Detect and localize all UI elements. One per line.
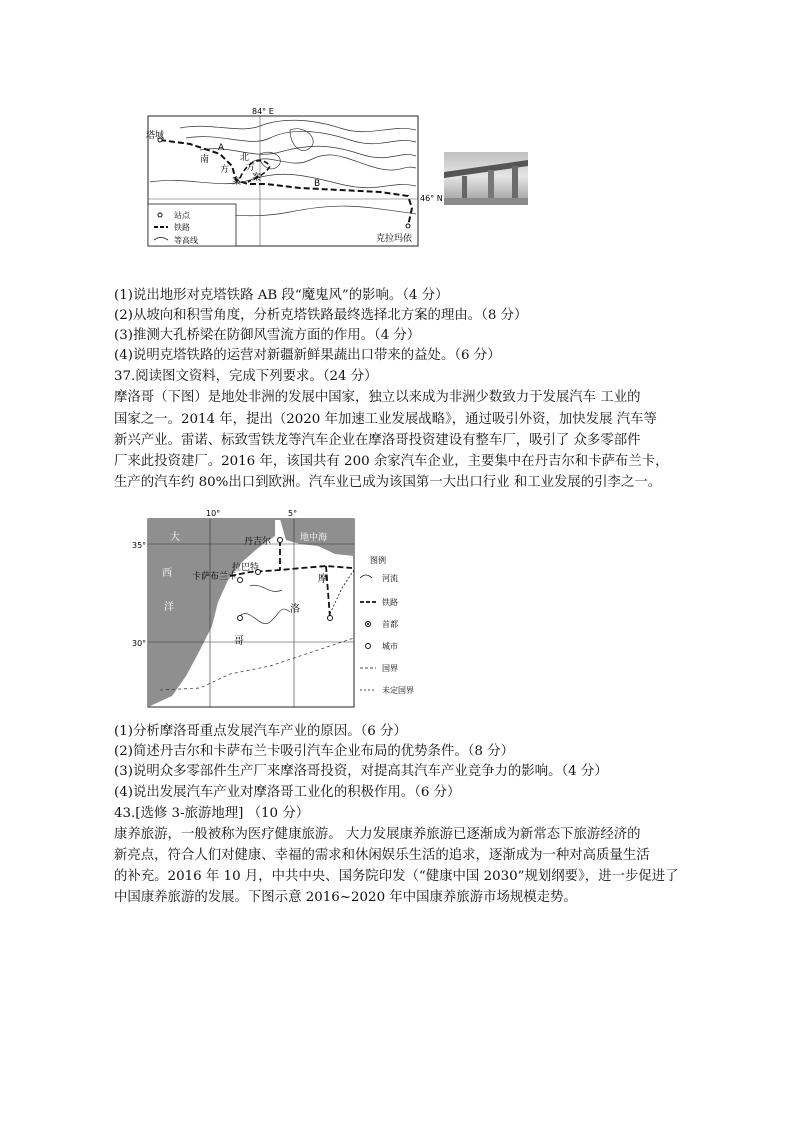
- lon-10: 10°: [206, 509, 221, 518]
- legend-undetermined-border: 未定国界: [382, 686, 414, 695]
- country-3: 哥: [234, 636, 244, 647]
- q37-1: (1)分析摩洛哥重点发展汽车产业的原因。（6 分）: [114, 724, 407, 739]
- q43-para-1: 康养旅游，一般被称为医疗健康旅游。 大力发展康养旅游已逐渐成为新常态下旅游经济的: [114, 827, 641, 842]
- q36-4: (4)说明克塔铁路的运营对新疆新鲜果蔬出口带来的益处。（6 分）: [114, 348, 501, 363]
- q43-para-3: 的补充。2016 年 10 月，中共中央、国务院印发（“健康中国 2030”规划纲要》，进一步促进了: [114, 869, 679, 884]
- legend-contour: 等高线: [174, 236, 198, 245]
- ocean-1: 大: [170, 532, 180, 543]
- legend-city: 城市: [382, 642, 398, 651]
- south-plan-2: 方: [220, 165, 230, 175]
- legend-river: 河流: [382, 574, 398, 583]
- lat-46-label: 46° N: [420, 194, 443, 203]
- legend-railway: 铁路: [174, 223, 190, 232]
- point-a-label: A: [218, 143, 225, 153]
- legend-railway: 铁路: [382, 598, 398, 607]
- north-plan-3: 案: [252, 173, 262, 183]
- q37-para-1: 摩洛哥（下图）是地处非洲的发展中国家，独立以来成为非洲少数致力于发展汽车 工业的: [114, 390, 641, 405]
- ocean-2: 西: [162, 568, 172, 579]
- country-2: 洛: [290, 604, 300, 615]
- south-plan-1: 南: [200, 155, 210, 165]
- rabat-label: 拉巴特: [232, 563, 260, 573]
- q36-3: (3)推测大孔桥梁在防御风雪流方面的作用。（4 分）: [114, 328, 421, 343]
- casablanca-label: 卡萨布兰卡: [192, 572, 238, 582]
- legend-border: 国界: [382, 664, 398, 673]
- tangier-marker: [278, 538, 283, 543]
- q36-2: (2)从坡向和积雪角度，分析克塔铁路最终选择北方案的理由。（8 分）: [114, 308, 528, 323]
- legend-station: 站点: [174, 211, 190, 220]
- casablanca-marker: [238, 578, 243, 583]
- lon-84-label: 84° E: [252, 107, 274, 116]
- legend-capital: 首都: [382, 620, 398, 629]
- north-plan-2: 方: [246, 163, 256, 173]
- q37-4: (4)说出发展汽车产业对摩洛哥工业化的积极作用。（6 分）: [114, 785, 461, 800]
- lat-35: 35°: [132, 541, 147, 550]
- q37-3: (3)说明众多零部件生产厂来摩洛哥投资，对提高其汽车产业竞争力的影响。（4 分）: [114, 764, 608, 779]
- q37-para-4: 厂来此投资建厂。2016 年，该国共有 200 余家汽车企业，主要集中在丹吉尔和卡萨布兰卡，: [114, 454, 669, 469]
- south-plan-3: 案: [232, 177, 242, 187]
- bridge-photo: [444, 152, 528, 205]
- q43-title: 43.[选修 3-旅游地理] （10 分）: [114, 806, 310, 821]
- kelamayi-station: [406, 224, 410, 228]
- morocco-map: [130, 506, 450, 712]
- q37-title: 37.阅读图文资料，完成下列要求。（24 分）: [114, 369, 378, 384]
- tacheng-label: 塔城: [146, 131, 165, 141]
- country-1: 摩: [318, 574, 328, 585]
- north-plan-1: 北: [240, 153, 250, 163]
- med-label: 地中海: [300, 533, 328, 543]
- q37-2: (2)简述丹吉尔和卡萨布兰卡吸引汽车企业布局的优势条件。（8 分）: [114, 744, 514, 759]
- q37-para-3: 新兴产业。雷诺、标致雪铁龙等汽车企业在摩洛哥投资建设有整车厂，吸引了 众多零部件: [114, 433, 641, 448]
- keta-railway-map: [140, 104, 443, 250]
- tangier-label: 丹吉尔: [244, 537, 272, 547]
- q43-para-4: 中国康养旅游的发展。下图示意 2016~2020 年中国康养旅游市场规模走势。: [114, 890, 577, 905]
- ocean-3: 洋: [164, 602, 174, 613]
- lat-30: 30°: [132, 639, 147, 648]
- q36-1: (1)说出地形对克塔铁路 AB 段“魔鬼风”的影响。（4 分）: [114, 288, 449, 303]
- q43-para-2: 新亮点，符合人们对健康、幸福的需求和休闲娱乐生活的追求，逐渐成为一种对高质量生活: [114, 848, 650, 863]
- legend-title: 图例: [370, 556, 386, 565]
- lon-5: 5°: [288, 509, 298, 518]
- q37-para-2: 国家之一。2014 年，提出（2020 年加速工业发展战略》，通过吸引外资，加快发展 汽车等: [114, 412, 657, 427]
- q37-para-5: 生产的汽车约 80%出口到欧洲。汽车业已成为该国第一大出口行业 和工业发展的引李之一。: [114, 475, 662, 490]
- point-b-label: B: [314, 179, 321, 189]
- kelamayi-label: 克拉玛依: [376, 234, 413, 244]
